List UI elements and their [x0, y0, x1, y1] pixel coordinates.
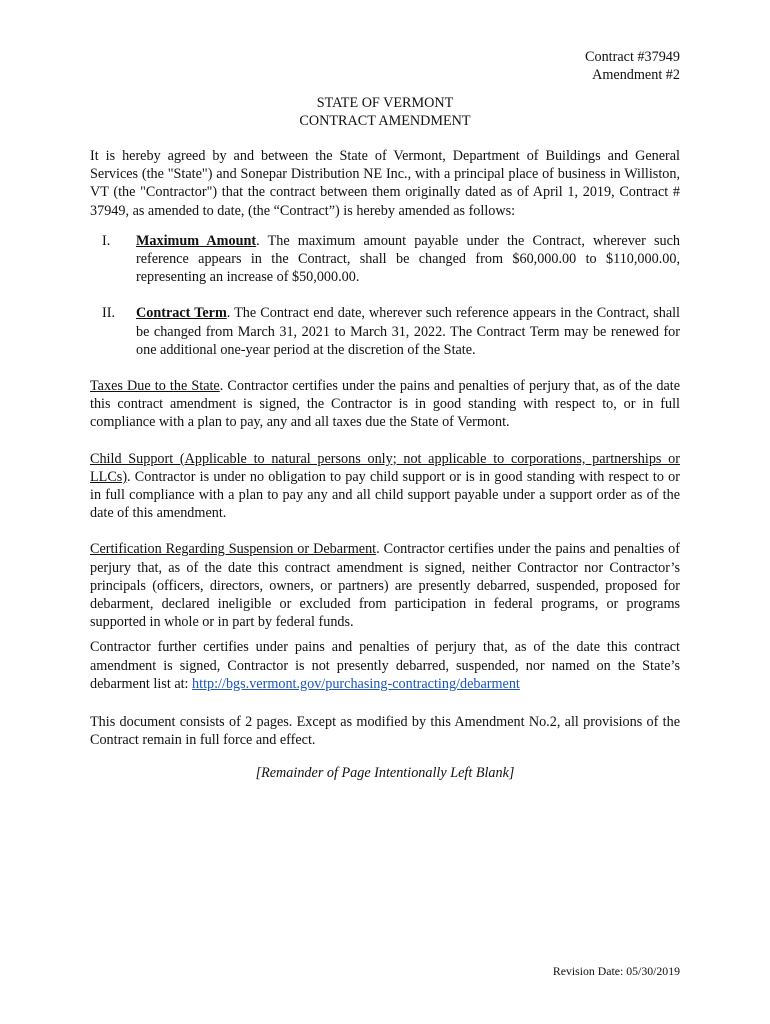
child-support-text: . Contractor is under no obligation to pay child support or is in good standing with respect to or in full compliance with a plan to pay any and all child support payable under a support order as of the date of this amendment. — [90, 468, 680, 522]
document-body — [90, 147, 680, 783]
further-text: Contractor further certifies under pains and penalties of perjury that, as of the date this contract amendment is signed, Contractor is not presently debarred, suspended, nor named on the State’s debarment list at: — [90, 639, 680, 692]
contract-number: Contract #37949 — [585, 49, 680, 65]
clause-text: . The Contract end date, wherever such reference appears in the Contract, shall be changed from March 31, 2021 to March 31, 2022. The Contract Term may be renewed for one additional one-year period at the discretion of the State. — [136, 305, 680, 358]
intro-paragraph: It is hereby agreed by and between the State of Vermont, Department of Buildings and General Services (the "State") and Sonepar Distribution NE Inc., with a principal place of business in Williston, VT (the "Contractor") that the contract between them originally dated as of April 1, 2019, Contract # 37949, as amended to date, (the “Contract”) is hereby amended as follows: — [90, 148, 680, 219]
title-line-2: CONTRACT AMENDMENT — [299, 113, 471, 130]
taxes-paragraph — [90, 377, 680, 432]
clause-number: I. — [102, 232, 111, 249]
further-certification-paragraph — [90, 638, 680, 693]
document-title — [0, 94, 770, 130]
title-line-1: STATE OF VERMONT — [316, 95, 454, 111]
clause-text: . The maximum amount payable under the Contract, wherever such reference appears in the Contract, shall be changed from $60,000.00 to $110,000.00, representing an increase of $50,000.00. — [136, 232, 680, 286]
debarment-text: . Contractor certifies under the pains and penalties of perjury that, as of the date this contract amendment is signed, neither Contractor nor Contractor’s principals (officers, directors, owners, or partners) are presently debarred, suspended, proposed for debarment, declared ineligible or excluded from participation in federal programs, or programs supported in whole or in part by federal funds. — [90, 541, 680, 631]
amendment-number: Amendment #2 — [592, 67, 680, 84]
taxes-heading: Taxes Due to the State — [90, 378, 220, 395]
remainder-note: [Remainder of Page Intentionally Left Blank] — [255, 765, 515, 782]
clause-heading: Contract Term — [136, 305, 227, 322]
clause-body — [136, 304, 680, 359]
child-support-heading: Child Support (Applicable to natural persons only; not applicable to corporations, partnerships or LLCs) — [90, 450, 680, 485]
clause-maximum-amount — [90, 232, 680, 287]
debarment-paragraph — [90, 540, 680, 631]
clause-heading: Maximum Amount — [136, 232, 257, 249]
clause-contract-term — [90, 304, 680, 359]
closing-paragraph: This document consists of 2 pages. Except as modified by this Amendment No.2, all provisions of the Contract remain in full force and effect. — [90, 714, 680, 749]
clause-number: II. — [102, 305, 115, 322]
clause-body — [136, 232, 680, 287]
debarment-list-link[interactable]: http://bgs.vermont.gov/purchasing-contracting/debarment — [192, 675, 520, 692]
taxes-text: . Contractor certifies under the pains and penalties of perjury that, as of the date this contract amendment is signed, the Contractor is in good standing with respect to, or in full compliance with a plan to pay, any and all taxes due the State of Vermont. — [90, 378, 680, 431]
revision-date: Revision Date: 05/30/2019 — [552, 964, 680, 978]
debarment-heading: Certification Regarding Suspension or Debarment — [90, 541, 377, 558]
child-support-paragraph — [90, 450, 680, 523]
contract-header — [585, 48, 680, 84]
